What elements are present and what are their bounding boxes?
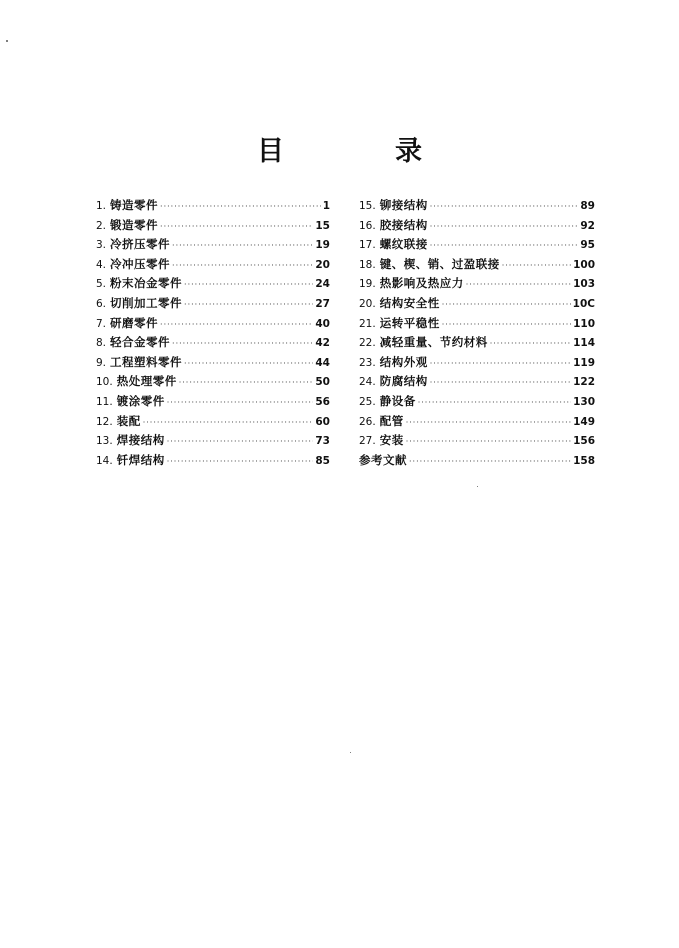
dot-leader (490, 334, 571, 354)
toc-entry-page: 10C (572, 297, 595, 310)
toc-entry (96, 255, 330, 275)
dot-leader (418, 393, 571, 413)
toc-entry-number: 16. (359, 219, 376, 232)
toc-entry-page: 24 (315, 278, 330, 291)
toc-entry-number: 8. (96, 337, 107, 350)
scan-speck (6, 40, 8, 42)
toc-entry-page: 156 (573, 435, 595, 448)
toc-entry-title: 铆接结构 (379, 198, 428, 212)
page-title: 目 录 (257, 136, 464, 167)
toc-entry (96, 314, 330, 334)
toc-left-column (96, 196, 330, 470)
dot-leader (184, 275, 313, 295)
toc-entry-page: 44 (315, 356, 330, 369)
toc-entry-number: 6. (96, 297, 107, 310)
dot-leader (430, 354, 571, 374)
toc-entry (96, 196, 330, 216)
toc-entry (359, 392, 595, 412)
dot-leader (160, 197, 321, 217)
toc-entry (96, 353, 330, 373)
toc-entry (359, 196, 595, 216)
toc-entry-title: 热影响及热应力 (379, 276, 464, 291)
toc-entry (359, 372, 595, 392)
dot-leader (430, 373, 571, 393)
toc-entry (359, 431, 595, 451)
toc-entry-number: 5. (96, 278, 107, 291)
toc-entry-page: 103 (573, 278, 595, 291)
toc-entry-page: 42 (315, 337, 330, 350)
dot-leader (160, 217, 313, 237)
toc-entry (359, 314, 595, 334)
toc-entry (359, 451, 595, 471)
toc-entry-number: 13. (96, 435, 113, 448)
toc-entry (359, 216, 595, 236)
dot-leader (172, 236, 313, 256)
toc-entry-title: 冷挤压零件 (110, 237, 171, 252)
toc-entry-page: 95 (580, 239, 595, 252)
toc-entry-number: 1. (96, 200, 107, 212)
toc-entry-title: 冷冲压零件 (110, 256, 171, 271)
toc-entry-number: 23. (359, 356, 376, 369)
dot-leader (430, 236, 579, 256)
dot-leader (179, 373, 314, 393)
toc-entry (359, 333, 595, 353)
toc-entry-number: 15. (359, 200, 376, 212)
toc-entry-page: 110 (573, 317, 595, 330)
toc-entry-title: 减轻重量、节约材料 (379, 335, 488, 350)
dot-leader (430, 197, 579, 217)
toc-entry (359, 353, 595, 373)
toc-entry-number: 3. (96, 239, 107, 252)
toc-entry-title: 热处理零件 (116, 374, 177, 389)
toc-entry-page: 1 (322, 200, 330, 212)
toc-entry-page: 130 (573, 395, 595, 408)
dot-leader (502, 256, 571, 276)
toc-entry-page: 60 (315, 415, 330, 428)
toc-entry (359, 294, 595, 314)
toc-entry-page: 100 (573, 258, 595, 271)
toc-entry-number: 9. (96, 356, 107, 369)
toc-entry-title: 镀涂零件 (116, 393, 165, 408)
toc-entry (96, 333, 330, 353)
dot-leader (466, 275, 571, 295)
toc-entry-title: 轻合金零件 (110, 335, 171, 350)
toc-entry (96, 392, 330, 412)
dot-leader (167, 452, 314, 472)
toc-entry-title: 安装 (379, 433, 404, 448)
toc-entry-number: 10. (96, 376, 113, 389)
toc-entry-page: 114 (573, 337, 595, 350)
toc-entry-title: 钎焊结构 (116, 452, 165, 467)
toc-entry-page: 40 (315, 317, 330, 330)
toc-right-column (359, 196, 595, 470)
toc-entry-number: 4. (96, 258, 107, 271)
toc-entry-number: 12. (96, 415, 113, 428)
toc-entry-title: 防腐结构 (379, 374, 428, 389)
toc-entry-title: 键、楔、销、过盈联接 (379, 256, 500, 271)
dot-leader (406, 432, 571, 452)
toc-entry-page: 85 (315, 454, 330, 467)
scan-speck (477, 486, 478, 487)
toc-entry (96, 431, 330, 451)
dot-leader (442, 315, 571, 335)
toc-entry-title: 参考文献 (359, 452, 407, 467)
dot-leader (167, 393, 314, 413)
toc-entry-title: 研磨零件 (110, 315, 159, 330)
toc-entry (96, 451, 330, 471)
toc-entry-page: 50 (315, 376, 330, 389)
toc-entry-page: 89 (580, 200, 595, 212)
toc-entry (96, 294, 330, 314)
toc-entry (359, 255, 595, 275)
toc-entry-page: 20 (315, 258, 330, 271)
toc-entry-number: 22. (359, 337, 376, 350)
toc-entry (96, 274, 330, 294)
dot-leader (409, 452, 571, 472)
dot-leader (160, 315, 313, 335)
dot-leader (184, 295, 313, 315)
toc-entry-title: 螺纹联接 (379, 237, 428, 252)
toc-entry-number: 11. (96, 395, 113, 408)
toc-entry-title: 锻造零件 (110, 217, 159, 232)
toc-entry-title: 配管 (379, 413, 404, 428)
toc-entry-page: 19 (315, 239, 330, 252)
dot-leader (184, 354, 313, 374)
dot-leader (172, 256, 313, 276)
toc-entry (359, 274, 595, 294)
toc-entry-number: 14. (96, 454, 113, 467)
toc-entry-title: 铸造零件 (110, 198, 159, 212)
toc-entry (96, 216, 330, 236)
toc-entry (96, 412, 330, 432)
toc-entry-number: 17. (359, 239, 376, 252)
toc-entry-number: 20. (359, 297, 376, 310)
scan-speck (350, 752, 351, 753)
toc-entry-number: 27. (359, 435, 376, 448)
dot-leader (442, 295, 571, 315)
toc-entry-title: 工程塑料零件 (110, 354, 183, 369)
toc-entry-title: 焊接结构 (116, 433, 165, 448)
dot-leader (167, 432, 314, 452)
toc-entry-title: 粉末冶金零件 (110, 276, 183, 291)
toc-entry-number: 25. (359, 395, 376, 408)
toc-entry-title: 胶接结构 (379, 217, 428, 232)
toc-entry-page: 122 (573, 376, 595, 389)
toc-entry-page: 15 (315, 219, 330, 232)
toc-entry-title: 结构安全性 (379, 295, 440, 310)
toc-entry-page: 56 (315, 395, 330, 408)
toc-entry-title: 结构外观 (379, 354, 428, 369)
toc-entry-number: 18. (359, 258, 376, 271)
toc-entry-page: 149 (573, 415, 595, 428)
toc-entry-page: 119 (573, 356, 595, 369)
toc-entry-number: 21. (359, 317, 376, 330)
toc-entry-number: 24. (359, 376, 376, 389)
toc-entry-page: 92 (580, 219, 595, 232)
toc-entry (359, 412, 595, 432)
dot-leader (430, 217, 579, 237)
toc-entry-page: 158 (573, 454, 595, 467)
toc-entry (96, 372, 330, 392)
toc-entry-title: 运转平稳性 (379, 315, 440, 330)
toc-entry-number: 19. (359, 278, 376, 291)
toc-entry-page: 27 (315, 297, 330, 310)
toc-entry-number: 26. (359, 415, 376, 428)
toc-entry-title: 切削加工零件 (110, 295, 183, 310)
toc-entry-number: 2. (96, 219, 107, 232)
toc-entry (96, 235, 330, 255)
toc-entry-title: 装配 (116, 413, 141, 428)
dot-leader (143, 413, 314, 433)
toc-entry-page: 73 (315, 435, 330, 448)
toc-entry-title: 静设备 (379, 393, 416, 408)
toc-entry (359, 235, 595, 255)
dot-leader (172, 334, 313, 354)
dot-leader (406, 413, 571, 433)
toc-entry-number: 7. (96, 317, 107, 330)
